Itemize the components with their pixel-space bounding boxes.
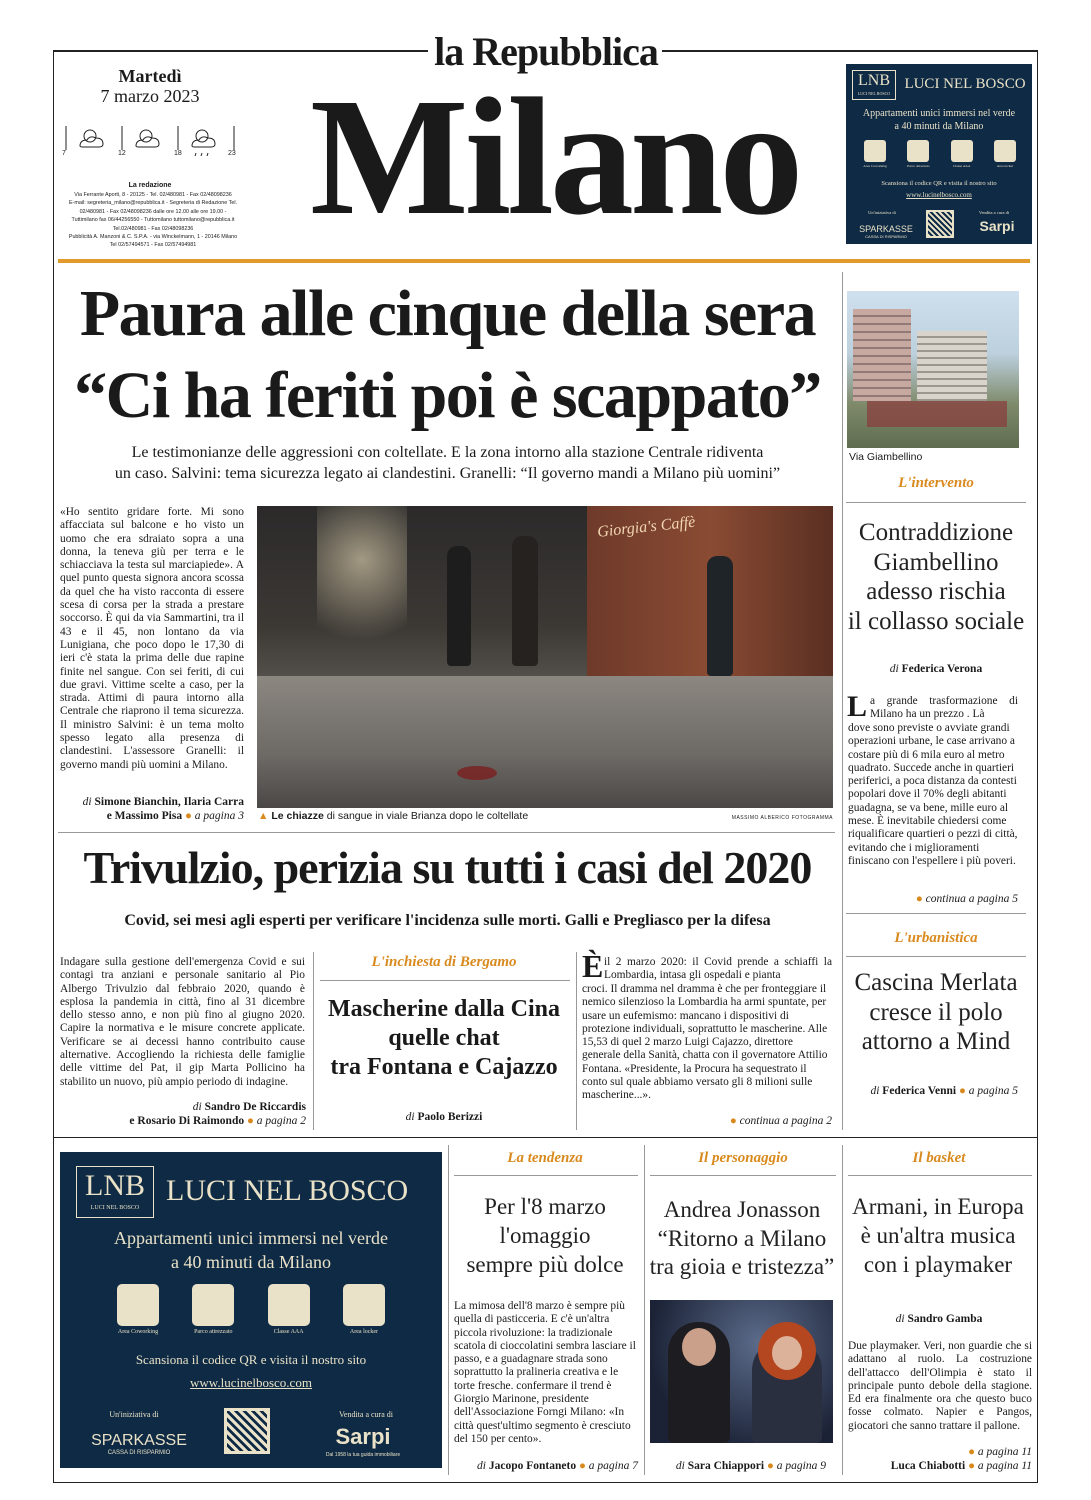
- headline-line: tra Fontana e Cajazzo: [330, 1054, 558, 1080]
- byline-name: e Rosario Di Raimondo: [129, 1115, 245, 1127]
- headline-line: “Ritorno a Milano: [657, 1225, 827, 1251]
- lead-caption: [258, 810, 678, 822]
- byline-name: Federica Verona: [901, 663, 983, 675]
- second-headline[interactable]: Trivulzio, perizia su tutti i casi del 2020: [83, 842, 812, 893]
- bullet-dot-icon: ●: [958, 1085, 966, 1097]
- redazione-line: Pubblicità A. Manzoni & C. S.P.A. - via Winckelmann, 1 - 20146 Milano: [68, 234, 238, 241]
- byline-pre: di: [675, 1460, 685, 1472]
- coworking-icon: [860, 140, 890, 174]
- bullet-dot-icon: ●: [766, 1460, 774, 1472]
- bullet-dot-icon: ●: [915, 893, 923, 905]
- person-silhouette: [447, 546, 471, 666]
- headline-line: quelle chat: [388, 1025, 500, 1051]
- date-full: 7 marzo 2023: [100, 86, 200, 106]
- tendenza-kicker: La tendenza: [507, 1150, 583, 1166]
- ad-top-logo-sub: LUCI NEL BOSCO: [857, 91, 891, 96]
- date-day: Martedì: [118, 66, 182, 86]
- headline-line: Per l'8 marzo: [484, 1194, 606, 1219]
- coworking-icon: [110, 1284, 166, 1342]
- byline-pre: di: [192, 1101, 202, 1113]
- bergamo-byline: [316, 1111, 572, 1123]
- tendenza-left-rule: [448, 1145, 449, 1475]
- intervento-cont[interactable]: [846, 893, 1018, 905]
- headline-line: Mascherine dalla Cina: [328, 996, 560, 1022]
- headline-line: tra gioia e tristezza”: [649, 1254, 835, 1279]
- sidewalk: [257, 676, 833, 808]
- ad-top-initiative: Un'iniziativa di: [868, 210, 896, 215]
- ad-top-icon-label: Area Coworking: [863, 164, 887, 168]
- edition-title: Milano: [310, 64, 800, 250]
- ad-bottom-icon-label: Parco attrezzato: [194, 1329, 233, 1335]
- park-icon: [903, 140, 933, 174]
- caption-triangle-icon: ▲: [258, 810, 269, 822]
- ad-top-logo-text: LNB: [858, 72, 890, 89]
- bullet-dot-icon: ●: [578, 1460, 586, 1472]
- street-light: [317, 506, 407, 686]
- headline-line: Giambellino: [873, 548, 999, 576]
- qr-code-icon: [224, 1408, 270, 1454]
- ad-bottom-sponsor-1: SPARKASSE: [91, 1432, 187, 1449]
- second-byline-1: [56, 1101, 306, 1113]
- urbanistica-kicker: L'urbanistica: [894, 930, 978, 946]
- headline-line: Armani, in Europa: [852, 1194, 1024, 1219]
- byline-pre: di: [405, 1111, 415, 1123]
- side-photo: [847, 291, 1019, 448]
- tendenza-rule: [454, 1175, 638, 1176]
- ad-bottom-title: LUCI NEL BOSCO: [166, 1174, 409, 1207]
- ad-bottom-icon-label: Area locker: [349, 1329, 379, 1335]
- masthead-divider: [58, 259, 1030, 263]
- basket-byline-2: [846, 1460, 1032, 1472]
- cont-text: continua a pagina 2: [739, 1115, 832, 1127]
- urbanistica-byline: [846, 1085, 1018, 1097]
- ad-bottom-icon-label: Area Coworking: [117, 1329, 159, 1335]
- second-summary: Covid, sei mesi agli esperti per verificare l'incidenza sulle morti. Galli e Pregliasco per la difesa: [124, 912, 771, 929]
- urbanistica-rule: [846, 956, 1026, 957]
- right-column-rule: [842, 272, 843, 1130]
- byline-name: Sandro De Riccardis: [204, 1101, 306, 1113]
- intervento-dropcap: L: [847, 690, 868, 723]
- lead-body: «Ho sentito gridare forte. Mi sono affacciata sul balcone e ho visto un uomo che era sdraiato sopra a una donna, la teneva giù per terra e le schiacciava la testa sul marciapiede». A quel punto questa signora ancora scossa da quel che ha visto racconta di essere scesa di corsa per la strada a prestare soccorso. È qui da via Sammartini, tra il 43 e il 45, non lontano da via Lunigiana, che poco dopo le 17,30 di ieri c'è stata la prima delle due rapine finite nel sangue. Con sei feriti, di cui due gravi. Vittime scelte a caso, per la strada. Attimi di paura intorno alla Centrale che riaprono il tema sicurezza. Il ministro Salvini: è un tema molto spesso legato alla presenza di clandestini. L'assessore Granelli: il governo mandi più uomini a Milano.: [60, 506, 244, 771]
- cont-text: continua a pagina 5: [925, 893, 1018, 905]
- ad-bottom-cta: Scansiona il codice QR e visita il nostro sito: [135, 1352, 367, 1367]
- byline-name: Luca Chiabotti: [890, 1460, 966, 1472]
- personaggio-photo: [650, 1300, 833, 1443]
- weather-strip: [62, 122, 242, 162]
- redazione-title: La redazione: [128, 182, 172, 189]
- byline-pre: di: [895, 1313, 905, 1325]
- urbanistica-headline[interactable]: [846, 968, 1026, 1057]
- ad-bottom-tagline-2: a 40 minuti da Milano: [171, 1252, 331, 1272]
- lead-photo-credit: MASSIMO ALBERICO FOTOGRAMMA: [731, 815, 833, 821]
- ad-top-cta: Scansiona il codice QR e visita il nostro sito: [881, 180, 997, 187]
- byline-names-2: e Massimo Pisa: [106, 810, 183, 822]
- ad-bottom-care: Vendita a cura di: [339, 1410, 393, 1419]
- ad-top-icon-label: Classe AAA: [952, 164, 971, 168]
- personaggio-left-rule: [644, 1145, 645, 1475]
- ad-bottom-sponsor-2-sub: Dal 1958 la tua guida immobiliare: [325, 1452, 401, 1458]
- bullet-dot-icon: ●: [184, 810, 192, 822]
- park-icon: [185, 1284, 241, 1342]
- temp-3: 18: [174, 150, 182, 157]
- intervento-byline: [846, 663, 1026, 675]
- ad-bottom-icons: [110, 1284, 392, 1342]
- bottom-row-rule: [53, 1137, 1038, 1138]
- lead-byline-1: [56, 796, 244, 808]
- byline-page[interactable]: a pagina 11: [977, 1460, 1032, 1472]
- frame-bottom-rule: [53, 1482, 1038, 1483]
- personaggio-rule: [650, 1175, 836, 1176]
- caption-rest: di sangue in viale Brianza dopo le coltellate: [323, 810, 529, 822]
- bergamo-body-first: il 2 marzo 2020: il Covid prende a schiaffi la Lombardia, intasa gli ospedali e pianta: [604, 956, 832, 982]
- bergamo-left-rule: [313, 952, 314, 1130]
- byline-name: Jacopo Fontaneto: [488, 1460, 577, 1472]
- ad-bottom-icon-label: Classe AAA: [273, 1329, 304, 1335]
- apartment-building: [917, 331, 987, 401]
- second-story-rule: [58, 832, 835, 833]
- masthead-top-rule-right: [662, 50, 1038, 52]
- byline-pre: di: [870, 1085, 880, 1097]
- headline-line: l'omaggio: [499, 1223, 591, 1248]
- ad-top-care: Vendita a cura di: [978, 210, 1010, 215]
- lead-headline-1[interactable]: Paura alle cinque della sera: [79, 277, 816, 350]
- personaggio-headline[interactable]: [646, 1196, 838, 1282]
- second-body: Indagare sulla gestione dell'emergenza Covid e sui contagi tra anziani e personale sanitario al Pio Albergo Trivulzio dal febbraio 2020, quando è esplosa la pandemia in città, fino al 31 dicembre dello stesso anno, e non più fino al giugno 2020. Capire la normativa e le misure concrete applicate. Verificare se ai decessi hanno contribuito cause alternative. Accogliendo la richiesta delle famiglie delle vittime del Pat, il gip Marta Pollicino ha stabilito un nuovo, più ampio periodo di indagine.: [60, 956, 305, 1088]
- bergamo-cont[interactable]: [582, 1115, 832, 1127]
- bergamo-kicker: L'inchiesta di Bergamo: [371, 954, 517, 970]
- bullet-dot-icon: ●: [968, 1446, 976, 1458]
- headline-line: è un'altra musica: [860, 1223, 1016, 1248]
- brand-logo: la Repubblica: [434, 29, 658, 74]
- byline-name: Federica Venni: [882, 1085, 957, 1097]
- person-silhouette: [512, 536, 538, 666]
- ad-bottom-url[interactable]: www.lucinelbosco.com: [190, 1375, 312, 1390]
- locker-icon: [990, 140, 1020, 174]
- bergamo-rule: [320, 980, 570, 981]
- byline-page[interactable]: a pagina 3: [194, 810, 244, 822]
- ad-bottom-sponsor-1-sub: CASSA DI RISPARMIO: [107, 1450, 171, 1456]
- temp-1: 7: [62, 150, 66, 157]
- lead-summary-1: Le testimonianze delle aggressioni con coltellate. E la zona intorno alla stazione Centrale ridiventa: [131, 444, 764, 461]
- qr-code-icon: [926, 210, 954, 238]
- ad-bottom[interactable]: [60, 1152, 442, 1468]
- bergamo-right-rule: [576, 952, 577, 1130]
- redazione-line: Tuttimilano fax 06/44256550 - Tuttomilano tuttomilano@repubblica.it: [71, 217, 235, 224]
- tendenza-headline[interactable]: [452, 1192, 638, 1279]
- energy-class-icon: [261, 1284, 317, 1342]
- frame-right-rule: [1037, 50, 1038, 1482]
- basket-byline: [846, 1313, 1032, 1325]
- tendenza-byline: [448, 1460, 638, 1472]
- woman-face: [772, 1336, 802, 1370]
- lead-summary-2: un caso. Salvini: tema sicurezza legato ai clandestini. Granelli: “Il governo mandi a Milano più uomini”: [114, 465, 781, 482]
- basket-kicker: Il basket: [912, 1150, 966, 1166]
- ad-bottom-logo-text: LNB: [85, 1169, 145, 1202]
- basket-body: Due playmaker. Veri, non guardie che si adattano al ruolo. La costruzione dell'attacco dell'Olimpia è stato il principale punto debole della stagione. Ed era finalmente ora che questo buco fosse colmato. Napier e Pangos, giocatori che sanno trattare il pallone.: [848, 1340, 1032, 1432]
- ad-top-icon-label: Area locker: [996, 164, 1014, 168]
- apartment-building: [853, 309, 911, 401]
- byline-page: a pagina 11: [977, 1446, 1032, 1458]
- ad-top-icons: [860, 140, 1020, 174]
- basket-headline[interactable]: [844, 1192, 1032, 1279]
- headline-line: adesso rischia: [866, 578, 1006, 605]
- lead-photo: [257, 506, 833, 808]
- byline-page[interactable]: a pagina 7: [588, 1460, 638, 1472]
- bergamo-dropcap: È: [582, 948, 604, 984]
- headline-line: Cascina Merlata: [854, 969, 1018, 996]
- intervento-rule: [846, 502, 1026, 503]
- bullet-dot-icon: ●: [968, 1460, 976, 1472]
- byline-names: Simone Bianchin, Ilaria Carra: [94, 796, 244, 808]
- redazione-info: [58, 191, 248, 250]
- person-silhouette: [707, 556, 733, 676]
- headline-line: cresce il polo: [869, 998, 1003, 1026]
- man-face: [682, 1328, 716, 1366]
- redazione-line: Tel 02/57494571 - Fax 02/57494981: [109, 242, 197, 249]
- headline-line: il collasso sociale: [847, 607, 1025, 635]
- ad-top-tagline-2: a 40 minuti da Milano: [894, 121, 984, 132]
- caption-bold: Le chiazze: [271, 810, 324, 822]
- ad-top-sponsor-1: SPARKASSE: [859, 224, 913, 234]
- personaggio-kicker: Il personaggio: [698, 1150, 788, 1166]
- ad-top[interactable]: [846, 64, 1032, 244]
- ad-bottom-logo-sub: LUCI NEL BOSCO: [90, 1205, 140, 1211]
- masthead-top-rule-left: [53, 50, 428, 52]
- headline-line: Andrea Jonasson: [663, 1197, 821, 1222]
- intervento-headline[interactable]: [846, 518, 1026, 636]
- byline-name: Sara Chiappori: [687, 1460, 765, 1472]
- basket-rule: [848, 1175, 1032, 1176]
- ad-top-sponsor-2: Sarpi: [979, 218, 1015, 234]
- headline-line: attorno a Mind: [861, 1028, 1011, 1055]
- urbanistica-top-rule: [846, 913, 1026, 914]
- ad-bottom-initiative: Un'iniziativa di: [109, 1410, 159, 1419]
- headline-line: con i playmaker: [863, 1252, 1013, 1277]
- temp-2: 12: [118, 150, 126, 157]
- ad-top-logo: [852, 70, 896, 100]
- locker-icon: [336, 1284, 392, 1342]
- ad-bottom-tagline-1: Appartamenti unici immersi nel verde: [114, 1228, 388, 1248]
- intervento-body: dove sono previste o avviate grandi operazioni urbane, le case arrivano a costare più di 6 mila euro al metro quadrato. Succede anche in quartieri periferici, a poca distanza da contesti popolari dove il 70% degli abitanti guadagna, se va bene, mille euro al mese. È inevitabile chiedersi come riqualificare quartieri o pezzi di città, evitando che i miglioramenti finiscano con l'espellere i più poveri.: [848, 722, 1018, 867]
- ad-top-url[interactable]: www.lucinelbosco.com: [906, 191, 972, 199]
- byline-name: Sandro Gamba: [907, 1313, 983, 1325]
- byline-name: Paolo Berizzi: [417, 1111, 483, 1123]
- lead-headline-2[interactable]: “Ci ha feriti poi è scappato”: [74, 359, 821, 432]
- bergamo-body: croci. Il dramma nel dramma è che per fronteggiare il nemico silenzioso la Lombardia ha armi spuntate, per usare un eufemismo: mancano i dispositivi di protezione individuali, soprattutto le mascherine. Alle 15,53 di quel 2 marzo Luigi Cajazzo, direttore generale della Sanità, chatta con il governatore Attilio Fontana. «Presidente, la Procura ha sequestrato il conto sul quale abbiamo versato gli 8 milioni sulle mascherine...».: [582, 983, 828, 1102]
- personaggio-byline: [646, 1460, 826, 1472]
- ad-bottom-logo: [76, 1166, 154, 1218]
- shop-sign: Giorgia's Caffè: [596, 513, 697, 541]
- headline-line: Contraddizione: [858, 519, 1014, 546]
- tendenza-body: La mimosa dell'8 marzo è sempre più quella di pasticceria. E c'è un'altra piccola rivoluzione: la tradizionale scatola di cioccolatini sembra lasciare il passo, e a guadagnare strada sono soprattutto la pralineria creativa e le torte fresche. confermare il trend è Giorgio Marinone, presidente dell'Associazione Forngi Milano: «In città quest'ultimo segmento è cresciuto del 150 per cento».: [454, 1300, 636, 1445]
- temp-4: 23: [228, 150, 236, 157]
- byline-pre: di: [889, 663, 899, 675]
- bergamo-headline[interactable]: [316, 995, 572, 1082]
- ad-top-icon-label: Parco attrezzato: [907, 164, 930, 168]
- frame-left-rule: [53, 50, 54, 1482]
- byline-page[interactable]: a pagina 9: [776, 1460, 826, 1472]
- weather-icons: [62, 122, 242, 162]
- redazione-line: Via Ferrante Aporti, 8 - 20125 - Tel. 02/480981 - Fax 02/48098236: [74, 192, 232, 198]
- side-photo-caption: Via Giambellino: [849, 451, 923, 463]
- basket-page-1[interactable]: [846, 1446, 1032, 1458]
- ad-top-title: LUCI NEL BOSCO: [904, 76, 1026, 92]
- energy-class-icon: [947, 140, 977, 174]
- bullet-dot-icon: ●: [246, 1115, 254, 1127]
- basket-left-rule: [842, 1145, 843, 1475]
- byline-page[interactable]: a pagina 2: [256, 1115, 306, 1127]
- redazione-line: 02/480981 - Fax 02/48098236 dalle ore 12.00 alle ore 19.00 -: [79, 208, 227, 215]
- intervento-kicker: L'intervento: [898, 475, 974, 491]
- headline-line: sempre più dolce: [466, 1252, 624, 1277]
- playground: [867, 401, 1007, 427]
- byline-pre: di: [477, 1460, 486, 1472]
- redazione-line: E-mail: segreteria_milano@repubblica.it - Segreteria di Redazione Tel.: [68, 200, 238, 207]
- ad-top-tagline-1: Appartamenti unici immersi nel verde: [862, 108, 1016, 119]
- blood-stain: [457, 766, 497, 780]
- ad-top-sponsor-1-sub: CASSA DI RISPARMIO: [865, 234, 907, 239]
- lead-byline-2: [56, 810, 244, 822]
- intervento-body-first: a grande trasformazione di Milano ha un prezzo . Là: [870, 695, 1018, 721]
- redazione-line: Tel.02/480981 - Fax 02/48098236: [112, 225, 194, 232]
- byline-page[interactable]: a pagina 5: [968, 1085, 1018, 1097]
- ad-bottom-sponsor-2: Sarpi: [335, 1424, 391, 1449]
- second-byline-2: [56, 1115, 306, 1127]
- byline-pre: di: [82, 796, 92, 808]
- bullet-dot-icon: ●: [729, 1115, 737, 1127]
